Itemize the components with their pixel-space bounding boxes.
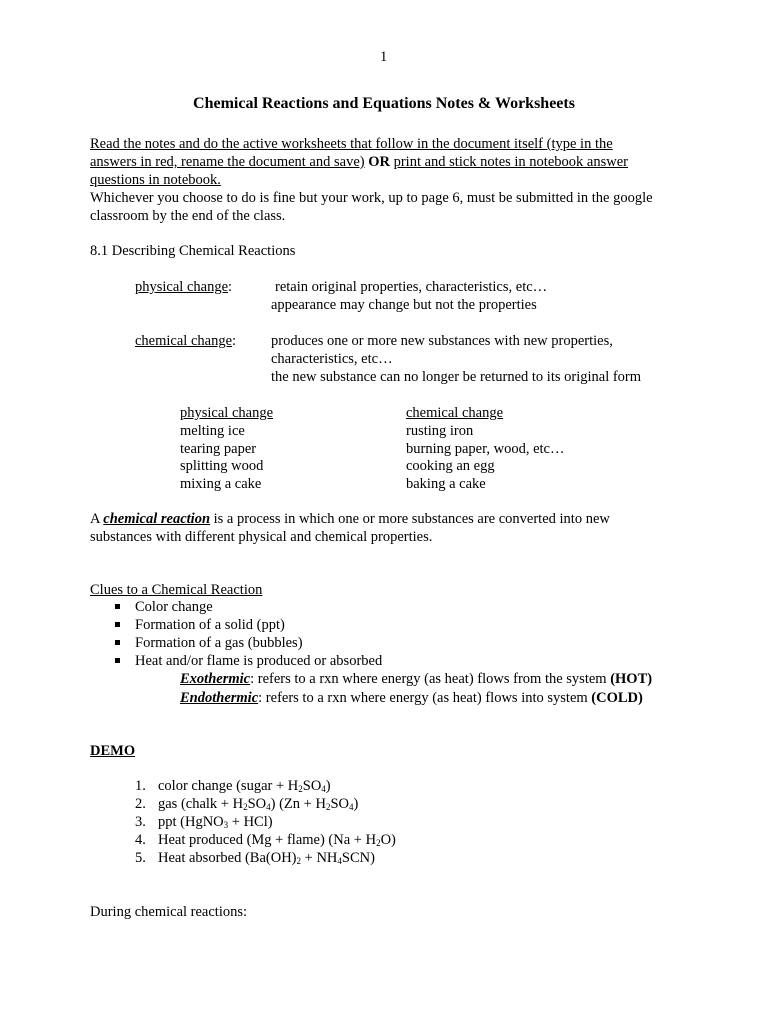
physical-example: melting ice	[180, 423, 245, 439]
page-number: 1	[380, 49, 388, 65]
list-item	[135, 813, 396, 831]
physical-change-label: physical change	[135, 279, 229, 295]
endothermic-line	[180, 689, 643, 707]
chemical-change-def-3: the new substance can no longer be returned to its original form	[271, 369, 642, 385]
list-item: Formation of a solid (ppt)	[113, 616, 382, 634]
clues-heading: Clues to a Chemical Reaction	[90, 582, 263, 598]
page-title: Chemical Reactions and Equations Notes & Worksheets	[193, 95, 575, 112]
physical-change-term	[135, 278, 232, 296]
demo-heading: DEMO	[90, 743, 136, 759]
physical-change-def-2: appearance may change but not the properties	[271, 297, 537, 313]
chemical-column-header: chemical change	[406, 405, 504, 421]
cold-tag: (COLD)	[591, 690, 643, 706]
intro-line-3: questions in notebook.	[90, 172, 221, 188]
chemical-change-colon: :	[232, 333, 237, 349]
intro-line-2-a: answers in red, rename the document and save)	[90, 154, 365, 170]
item-number: 5.	[135, 850, 146, 866]
item-number: 3.	[135, 814, 146, 830]
intro-or: OR	[368, 154, 390, 170]
exothermic-text: : refers to a rxn where energy (as heat) flows from the system	[250, 671, 607, 687]
item-text: Heat produced (Mg + flame) $(Na + H_2O)$	[158, 832, 396, 848]
list-item: Heat and/or flame is produced or absorbed	[113, 652, 382, 670]
item-number: 4.	[135, 832, 146, 848]
chemical-example: baking a cake	[406, 476, 486, 492]
list-item	[135, 777, 396, 795]
physical-example: mixing a cake	[180, 476, 262, 492]
exothermic-term: Exothermic	[180, 671, 251, 687]
physical-example: splitting wood	[180, 458, 264, 474]
item-number: 1.	[135, 778, 146, 794]
list-item	[135, 831, 396, 849]
item-text: Heat absorbed $(Ba(OH)_2 + NH_4SCN)$	[158, 850, 375, 866]
clues-list	[113, 598, 382, 670]
physical-change-colon: :	[228, 279, 233, 295]
chemical-example: rusting iron	[406, 423, 474, 439]
list-item: Color change	[113, 598, 382, 616]
section-heading: 8.1 Describing Chemical Reactions	[90, 243, 296, 259]
chemical-change-def-2: characteristics, etc…	[271, 351, 393, 367]
closing-line: During chemical reactions:	[90, 904, 248, 920]
endothermic-text: : refers to a rxn where energy (as heat) flows into system	[258, 690, 588, 706]
intro-line-4: Whichever you choose to do is fine but your work, up to page 6, must be submitted in the google	[90, 190, 653, 206]
item-number: 2.	[135, 796, 146, 812]
list-item	[135, 795, 396, 813]
physical-example: tearing paper	[180, 441, 257, 457]
reaction-rest: is a process in which one or more substances are converted into new	[213, 511, 610, 527]
physical-column-header: physical change	[180, 405, 274, 421]
intro-line-5: classroom by the end of the class.	[90, 208, 286, 224]
list-item	[135, 849, 396, 867]
item-text: gas (chalk + $H_2SO_4$) $(Zn + H_2SO_4)$	[158, 796, 359, 812]
intro-line-2	[90, 153, 628, 171]
exothermic-line	[180, 670, 652, 688]
chemical-example: cooking an egg	[406, 458, 495, 474]
chemical-example: burning paper, wood, etc…	[406, 441, 565, 457]
chemical-change-term	[135, 332, 236, 350]
chemical-reaction-term: chemical reaction	[103, 511, 211, 527]
reaction-definition-line-2: substances with different physical and chemical properties.	[90, 529, 433, 545]
intro-line-1: Read the notes and do the active worksheets that follow in the document itself (type in the	[90, 136, 613, 152]
intro-line-2-b: print and stick notes in notebook answer	[393, 154, 628, 170]
reaction-definition-line-1	[90, 510, 610, 528]
physical-change-def-1: retain original properties, characteristics, etc…	[275, 279, 548, 295]
item-text: color change (sugar + $H_2SO_4$)	[158, 778, 331, 794]
list-item: Formation of a gas (bubbles)	[113, 634, 382, 652]
endothermic-term: Endothermic	[180, 690, 259, 706]
reaction-prefix: A	[90, 511, 100, 527]
demo-list	[135, 777, 396, 867]
chemical-change-def-1: produces one or more new substances with new properties,	[271, 333, 613, 349]
chemical-change-label: chemical change	[135, 333, 233, 349]
hot-tag: (HOT)	[610, 671, 653, 687]
item-text: ppt (HgNO$_3$ + HCl)	[158, 814, 273, 830]
